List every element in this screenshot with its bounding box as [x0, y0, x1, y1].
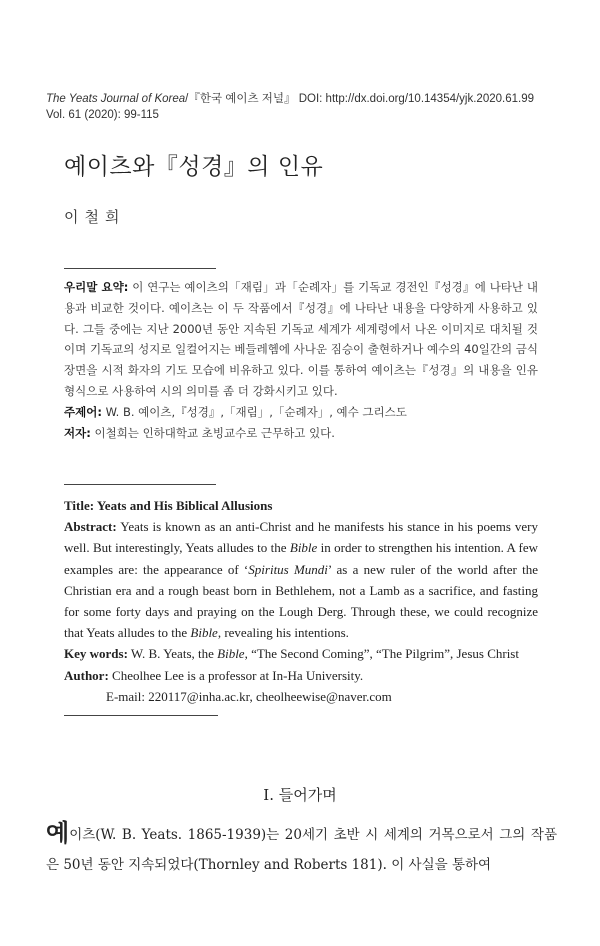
korean-keywords-label: 주제어: [64, 404, 102, 419]
journal-name: The Yeats Journal of Korea [46, 93, 186, 105]
keywords-text: W. B. Yeats, the [127, 646, 218, 662]
author-name-korean: 이철희 [64, 208, 126, 226]
journal-citation [46, 92, 566, 107]
korean-abstract [64, 277, 538, 443]
english-keywords-label: Key words: [64, 646, 128, 662]
english-keywords [64, 643, 538, 664]
english-title: Title: Yeats and His Biblical Allusions [64, 498, 273, 513]
english-author-label: Author: [64, 667, 109, 683]
section-heading: I. 들어가며 [263, 786, 337, 804]
doi-link[interactable]: DOI: http://dx.doi.org/10.14354/yjk.2020.61.99 [295, 93, 534, 105]
korean-keywords-text: W. B. 예이츠,『성경』,「재림」,「순례자」, 예수 그리스도 [101, 404, 407, 419]
english-author-info [64, 665, 538, 686]
divider-rule [64, 715, 218, 716]
drop-cap: 예 [46, 819, 70, 847]
abstract-text: Yeats is known as an anti-Christ and he manifests his stance in his poems very well. But interestingly, Yeats alludes to the [64, 519, 538, 556]
abstract-italic: Spiritus Mundi [248, 561, 328, 577]
korean-author-info [64, 423, 538, 444]
korean-abstract-paragraph [64, 277, 538, 402]
divider-rule [64, 484, 216, 485]
keywords-text: , “The Second Coming”, “The Pilgrim”, Jesus Christ [244, 646, 519, 662]
divider-rule [64, 268, 216, 269]
korean-author-label: 저자: [64, 425, 91, 440]
abstract-italic: Bible [190, 625, 218, 641]
volume-info: Vol. 61 (2020): 99-115 [46, 109, 159, 121]
body-paragraph-text [46, 820, 557, 880]
paper-title-korean: 예이츠와『성경』의 인유 [64, 154, 324, 180]
body-paragraph [46, 820, 557, 880]
korean-abstract-text: 이 연구는 예이츠의「재림」과「순례자」를 기독교 경전인『성경』에 나타난 내용과 비교한 것이다. 예이츠는 이 두 작품에서『성경』에 나타난 내용을 다양하게 사용하고 있다. 그들 중에는 지난 2000년 동안 지속된 기독교 세계가 세계령에서 나온 이미지로 대치될 것이며 기독교의 성지로 일컬어지는 베들레헴에 사나운 짐승이 출현하거나 예수의 40일간의 금식 장면을 시적 화자의 기도 모습에 비유하고 있다. 이를 통하여 예이츠는『성경』의 내용을 인유 형식으로 사용하여 시의 의미를 좀 더 강화시키고 있다. [64, 280, 538, 398]
journal-korean-name: /『한국 예이츠 저널』 [185, 93, 296, 105]
abstract-text: ’ as a new ruler of the world after the Christian era and a rough beast born in Bethlehem, not a Lamb as a sacrifice, and fasting for some forty days and praying on the Lough Derg. Through these, we could recognize that Yeats alludes to the [64, 561, 538, 641]
abstract-italic: Bible [289, 540, 318, 556]
english-abstract-label: Abstract: [64, 519, 117, 535]
abstract-text: , revealing his intentions. [217, 625, 349, 641]
body-text: 이츠(W. B. Yeats. 1865-1939)는 20세기 초반 시 세계의 거목으로서 그의 작품은 50년 동안 지속되었다(Thornley and Roberts 181). 이 사실을 통하여 [46, 827, 557, 873]
korean-abstract-label: 우리말 요약: [64, 280, 129, 294]
keywords-italic: Bible [217, 646, 245, 662]
english-author-text: Cheolhee Lee is a professor at In-Ha University. [108, 667, 364, 683]
author-email[interactable]: E-mail: 220117@inha.ac.kr, cheolheewise@naver.com [106, 688, 392, 704]
korean-author-text: 이철희는 인하대학교 초빙교수로 근무하고 있다. [90, 425, 335, 440]
english-abstract-paragraph [64, 516, 538, 643]
korean-keywords [64, 402, 538, 423]
abstract-text: in order to strengthen his intention. A few examples are: the appearance of ‘ [64, 540, 538, 577]
english-abstract [64, 495, 538, 707]
